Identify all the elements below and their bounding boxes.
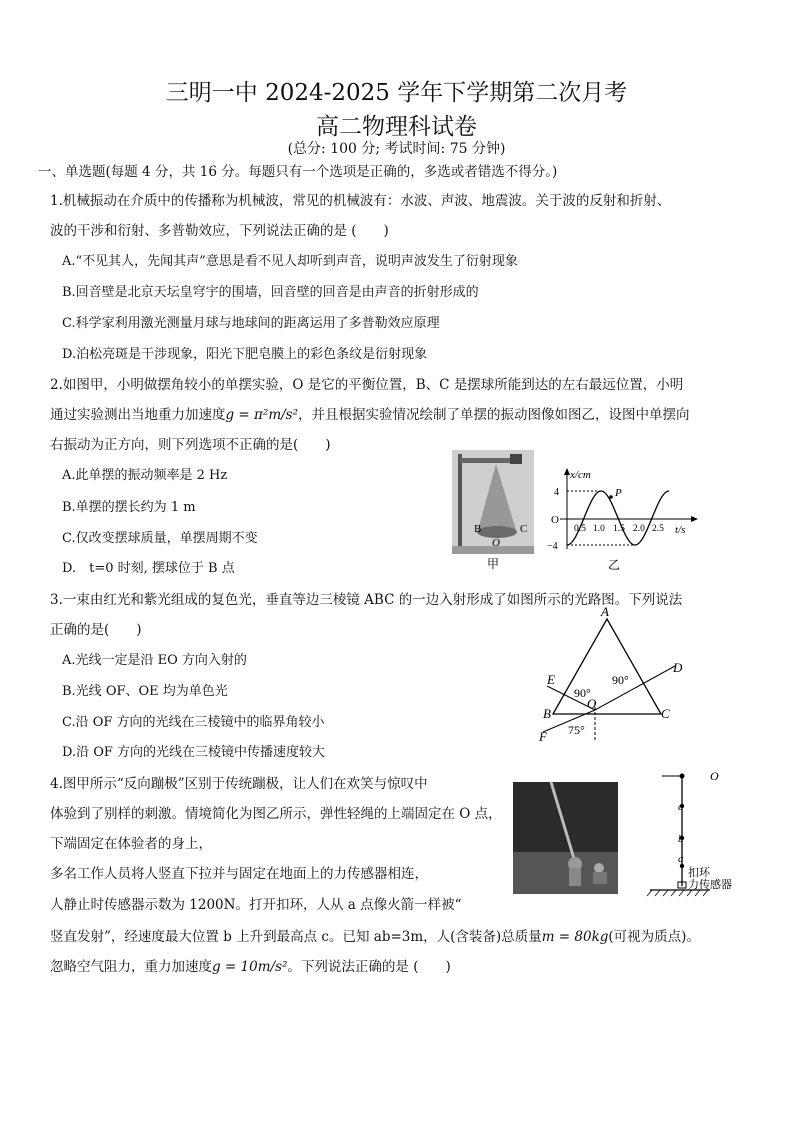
- diagram-label-sensor: 力传感器: [688, 878, 732, 891]
- graph-x-arrow: [691, 516, 698, 522]
- q2-line2-start: 通过实验测出当地重力加速度: [50, 407, 226, 423]
- prism-label-f: F: [539, 729, 547, 744]
- q2-line1: 2.如图甲，小明做摆角较小的单摆实验，O 是它的平衡位置，B、C 是摆球所能到达的左右最远位置，小明: [50, 377, 684, 393]
- q1-option-c: C.科学家利用激光测量月球与地球间的距离运用了多普勒效应原理: [62, 316, 440, 331]
- graph-ytick-4: 4: [554, 487, 559, 498]
- diagram-label-a: a: [678, 853, 684, 865]
- q2-line2-end: ，并且根据实验情况绘制了单摆的振动图像如图乙，设图中单摆向: [298, 407, 690, 423]
- q2-line3: 右振动为正方向，则下列选项不正确的是( ): [50, 437, 331, 453]
- q4-gravity: g = 10m/s²: [212, 959, 288, 975]
- graph-xtick-0.5: 0.5: [574, 524, 586, 534]
- q3-option-d: D.沿 OF 方向的光线在三棱镜中传播速度较大: [62, 745, 326, 760]
- graph-point-p: [609, 495, 613, 499]
- q4-line4: 多名工作人员将人竖直下拉并与固定在地面上的力传感器相连，: [50, 866, 428, 882]
- vibration-graph: [545, 465, 705, 573]
- graph-caption: 乙: [608, 558, 621, 572]
- exam-subtitle: 高二物理科试卷: [316, 114, 477, 140]
- prism-triangle: [553, 619, 661, 714]
- graph-xtick-1.0: 1.0: [593, 524, 605, 534]
- q3-line2: 正确的是( ): [50, 622, 142, 638]
- q4-line3: 下端固定在体验者的身上，: [50, 836, 212, 852]
- prism-label-e: E: [547, 672, 555, 687]
- q2-line2: [50, 403, 690, 423]
- diagram-label-b: b: [678, 833, 684, 845]
- q3-line1: 3.一束由红光和紫光组成的复色光，垂直等边三棱镜 ABC 的一边入射形成了如图所示的光路图。下列说法: [50, 592, 683, 608]
- q3-option-a: A.光线一定是沿 EO 方向入射的: [62, 653, 247, 668]
- q3-option-b: B.光线 OF、OE 均为单色光: [62, 684, 228, 699]
- prism-label-a: A: [601, 604, 609, 619]
- q4-line7-end: 。下列说法正确的是 ( ): [287, 959, 451, 975]
- point-o: [680, 774, 685, 779]
- graph-curve: [567, 491, 669, 545]
- graph-ylabel: x/cm: [570, 469, 591, 481]
- q2-option-c: C.仅改变摆球质量，单摆周期不变: [62, 531, 258, 546]
- fig-jia-label-o: O: [492, 537, 500, 549]
- ray-od: [595, 666, 675, 710]
- prism-diagram: [535, 604, 695, 746]
- q1-line1: 1.机械振动在介质中的传播称为机械波，常见的机械波有：水波、声波、地震波。关于波的反射和折射、: [50, 193, 671, 209]
- graph-xtick-1.5: 1.5: [613, 524, 625, 534]
- q4-line6-end: (可视为质点)。: [608, 929, 700, 945]
- prism-label-c: C: [661, 706, 670, 721]
- q4-line7: [50, 955, 451, 975]
- q2-option-b: B.单摆的摆长约为 1 m: [62, 500, 196, 515]
- q4-mass: m = 80kg: [541, 929, 609, 945]
- prism-label-o: O: [587, 696, 597, 711]
- q1-line2: 波的干涉和衍射、多普勒效应，下列说法正确的是 ( ): [50, 223, 389, 239]
- section-heading: 一、单选题(每题 4 分，共 16 分。每题只有一个选项是正确的，多选或者错选不得分。): [38, 164, 558, 180]
- q4-line2: 体验到了别样的刺激。情境简化为图乙所示，弹性轻绳的上端固定在 O 点，: [50, 806, 502, 822]
- graph-origin: O: [551, 514, 559, 526]
- diagram-label-c: c: [678, 801, 683, 813]
- graph-xtick-2.0: 2.0: [633, 524, 645, 534]
- diagram-label-buckle: 扣环: [688, 866, 710, 879]
- prism-label-b: B: [543, 706, 551, 721]
- graph-xtick-2.5: 2.5: [652, 524, 664, 534]
- q3-option-c: C.沿 OF 方向的光线在三棱镜中的临界角较小: [62, 715, 325, 730]
- graph-xlabel: t/s: [675, 524, 686, 536]
- q2-option-d: D. t=0 时刻, 摆球位于 B 点: [62, 561, 235, 576]
- q2-formula: g = π²m/s²: [225, 407, 299, 423]
- fig-jia-label-c: C: [520, 523, 528, 535]
- prism-angle-2: 90°: [612, 673, 629, 687]
- q1-option-d: D.泊松亮斑是干涉现象，阳光下肥皂膜上的彩色条纹是衍射现象: [62, 347, 428, 362]
- graph-label-p: P: [615, 487, 622, 499]
- q4-line5: 人静止时传感器示数为 1200N。打开扣环，人从 a 点像火箭一样被“: [50, 897, 462, 913]
- fig-jia-label-b: B: [474, 523, 482, 535]
- q4-line7-start: 忽略空气阻力，重力加速度: [50, 959, 212, 975]
- q4-line6: [50, 925, 700, 945]
- exam-info: (总分: 100 分; 考试时间: 75 分钟): [287, 141, 506, 157]
- q2-option-a: A.此单摆的振动频率是 2 Hz: [62, 468, 228, 483]
- bungee-photo: [513, 782, 618, 894]
- diagram-label-o: O: [710, 770, 719, 783]
- bungee-diagram: [640, 770, 780, 898]
- fig-jia-caption: 甲: [487, 557, 500, 571]
- q4-line1: 4.图甲所示“反向蹦极”区别于传统蹦极，让人们在欢笑与惊叹中: [50, 776, 428, 792]
- pendulum-photo: [452, 450, 534, 572]
- prism-label-d: D: [673, 660, 683, 675]
- exam-title: 三明一中 2024-2025 学年下学期第二次月考: [165, 80, 628, 106]
- prism-angle-1: 90°: [574, 686, 591, 700]
- q1-option-a: A.“不见其人，先闻其声”意思是看不见人却听到声音，说明声波发生了衍射现象: [62, 254, 518, 269]
- prism-angle-3: 75°: [568, 723, 585, 737]
- graph-ytick-neg4: −4: [547, 541, 558, 552]
- q1-option-b: B.回音壁是北京天坛皇穹宇的围墙，回音壁的回音是由声音的折射形成的: [62, 285, 479, 300]
- q4-line6-start: 竖直发射”，经速度最大位置 b 上升到最高点 c。已知 ab=3m，人(含装备)总质量: [50, 929, 542, 945]
